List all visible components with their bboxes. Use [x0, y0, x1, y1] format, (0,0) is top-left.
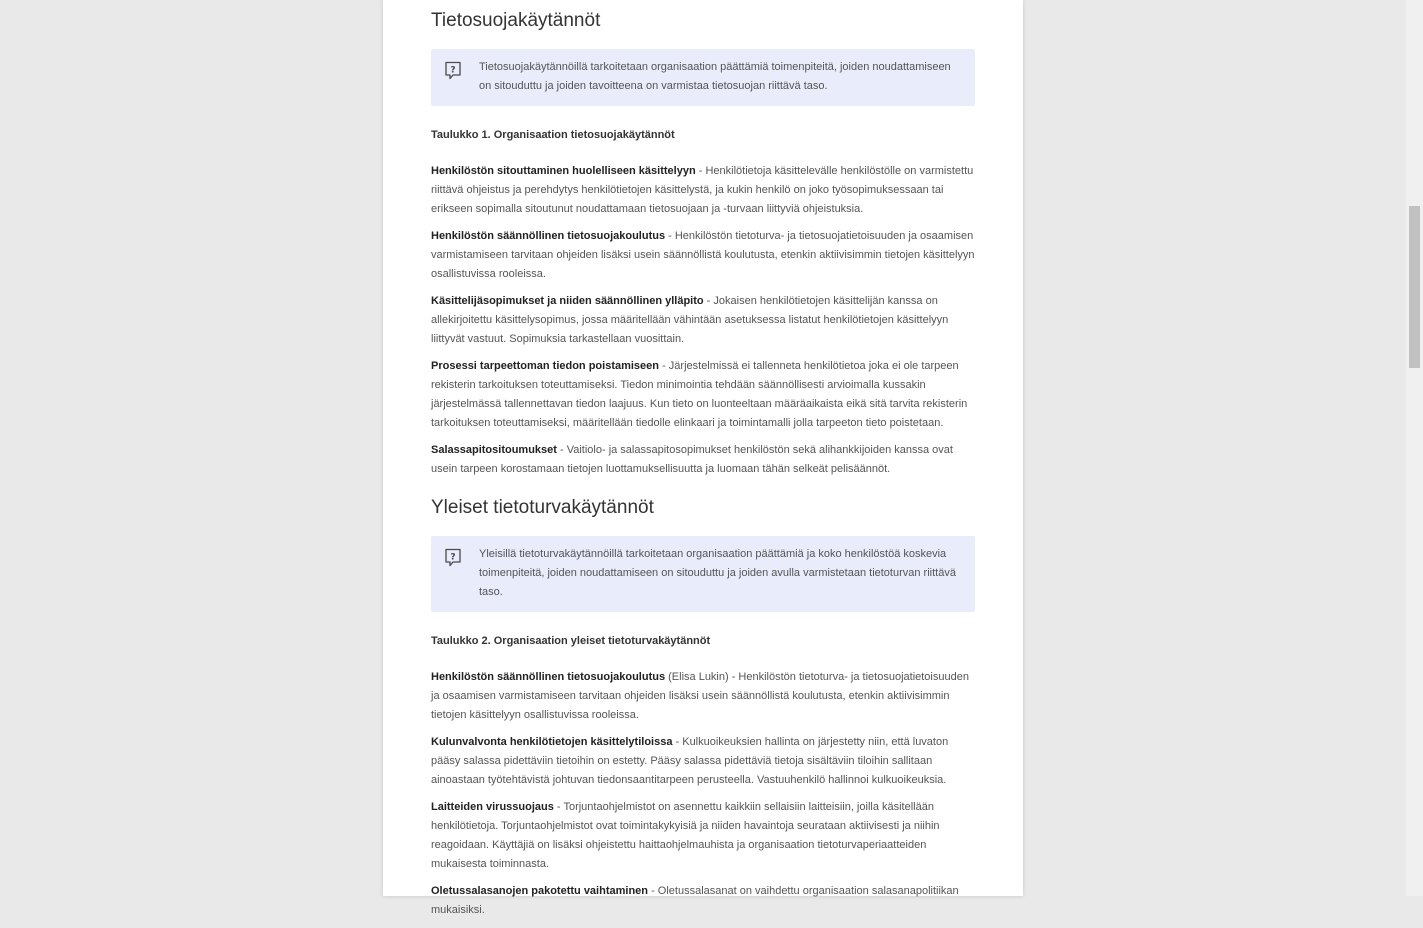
practice-item — [431, 441, 975, 479]
document-content — [431, 0, 975, 928]
practice-item — [431, 733, 975, 790]
practice-item — [431, 292, 975, 349]
practice-title: Salassapitositoumukset — [431, 443, 557, 456]
practice-description: - Järjestelmissä ei tallenneta henkilötietoa joka ei ole tarpeen rekisterin tarkoituksen toteuttamiseksi. Tiedon minimointia tehdään säännöllisesti arvioimalla kussakin järjestelmässä tallennettavan tiedon laajuus. Kun tieto on luonteeltaan määräaikaista eikä sitä tarvita rekisterin tarkoituksen toteuttamiseksi, määritellään tiedolle elinkaari ja toimintamalli jolla tarpeeton tieto poistetaan. — [431, 359, 968, 429]
practice-title: Prosessi tarpeettoman tiedon poistamiseen — [431, 359, 660, 372]
svg-text:?: ? — [450, 65, 456, 76]
practice-title: Kulunvalvonta henkilötietojen käsittelytiloissa — [431, 735, 673, 748]
practice-description: - Henkilöstön tietoturva- ja tietosuojatietoisuuden ja osaamisen varmistamiseen tarvitaan ohjeiden lisäksi usein säännöllistä koulutusta, etenkin aktiivisimmin tietojen käsittelyyn osallistuvissa rooleissa. — [431, 229, 975, 280]
practice-item — [431, 162, 975, 219]
practice-description: - Vaitiolo- ja salassapitosopimukset henkilöstön sekä alihankkijoiden kanssa ovat usein tarpeen korostamaan tietojen luottamuksellisuutta ja luomaan tähän selkeät pelisäännöt. — [431, 443, 953, 475]
question-bubble-icon — [444, 61, 462, 81]
practice-description: - Torjuntaohjelmistot on asennettu kaikkiin sellaisiin laitteisiin, joilla käsitellään henkilötietoja. Torjuntaohjelmistot ovat toimintakykyisiä ja niiden havaintoja seurataan aktiivisesti ja niihin reagoidaan. Käyttäjiä on lisäksi ohjeistettu haittaohjelmauhista ja organisaation tietoturvaperiaatteiden mukaisesta toiminnasta. — [431, 800, 940, 870]
practice-item — [431, 668, 975, 725]
question-bubble-icon — [444, 548, 462, 568]
table-title-2: Taulukko 2. Organisaation yleiset tietoturvakäytännöt — [431, 634, 711, 647]
practice-item — [431, 798, 975, 874]
privacy-practices-list — [431, 162, 975, 479]
practice-title: Oletussalasanojen pakotettu vaihtaminen — [431, 884, 649, 897]
practice-description: - Oletussalasanat on vaihdettu organisaation salasanapolitiikan mukaisiksi. — [431, 884, 959, 916]
practice-title: Henkilöstön säännöllinen tietosuojakoulutus — [431, 670, 666, 683]
vertical-scrollbar[interactable] — [1406, 0, 1423, 896]
practice-title: Käsittelijäsopimukset ja niiden säännöllinen ylläpito — [431, 294, 704, 307]
practice-description: - Kulkuoikeuksien hallinta on järjestetty niin, että luvaton pääsy salassa pidettäviin tietoihin on estetty. Pääsy salassa pidettäviä tietoja sisältäviin tiloihin sallitaan ainoastaan työtehtävistä johtuvan tiedonsaantitarpeen perusteella. Vastuuhenkilö hallinnoi kulkuoikeuksia. — [431, 735, 949, 786]
practice-description: - Jokaisen henkilötietojen käsittelijän kanssa on allekirjoitettu käsittelysopimus, jossa määritellään vähintään asetuksessa listatut henkilötietojen käsittelyyn liittyvät vastuut. Sopimuksia tarkastellaan vuosittain. — [431, 294, 949, 345]
info-box-privacy — [431, 49, 975, 106]
section-heading-privacy: Tietosuojakäytännöt — [431, 10, 601, 31]
practice-item — [431, 357, 975, 433]
table-title-1: Taulukko 1. Organisaation tietosuojakäytännöt — [431, 128, 675, 141]
practice-title: Henkilöstön säännöllinen tietosuojakoulutus — [431, 229, 666, 242]
svg-text:?: ? — [450, 552, 456, 563]
info-text: Tietosuojakäytännöillä tarkoitetaan organisaation päättämiä toimenpiteitä, joiden noudattamiseen on sitouduttu ja joiden tavoitteena on varmistaa tietosuojan riittävä taso. — [479, 60, 951, 92]
document-page — [383, 0, 1023, 916]
practice-item — [431, 227, 975, 284]
security-practices-list — [431, 668, 975, 920]
info-box-security — [431, 536, 975, 612]
practice-title: Laitteiden virussuojaus — [431, 800, 554, 813]
practice-description: - Henkilötietoja käsittelevälle henkilöstölle on varmistettu riittävä ohjeistus ja perehdytys henkilötietojen käsittelystä, ja kukin henkilö on joko työsopimuksessaan tai erikseen sopimalla sitoutunut noudattamaan tietosuojaan ja -turvaan liittyviä ohjeistuksia. — [431, 164, 974, 215]
practice-title: Henkilöstön sitouttaminen huolelliseen käsittelyyn — [431, 164, 696, 177]
info-text: Yleisillä tietoturvakäytännöillä tarkoitetaan organisaation päättämiä ja koko henkilöstöä koskevia toimenpiteitä, joiden noudattamiseen on sitouduttu ja joiden avulla varmistetaan tietoturvan riittävä taso. — [479, 547, 956, 598]
section-heading-security: Yleiset tietoturvakäytännöt — [431, 496, 654, 518]
practice-owner: (Elisa Lukin) — [665, 670, 729, 683]
practice-item — [431, 882, 975, 920]
scrollbar-thumb[interactable] — [1409, 206, 1420, 368]
practice-description: - Henkilöstön tietoturva- ja tietosuojatietoisuuden ja osaamisen varmistamiseen tarvitaan ohjeiden lisäksi usein säännöllistä koulutusta, etenkin aktiivisimmin tietojen käsittelyyn osallistuvissa rooleissa. — [431, 670, 969, 721]
